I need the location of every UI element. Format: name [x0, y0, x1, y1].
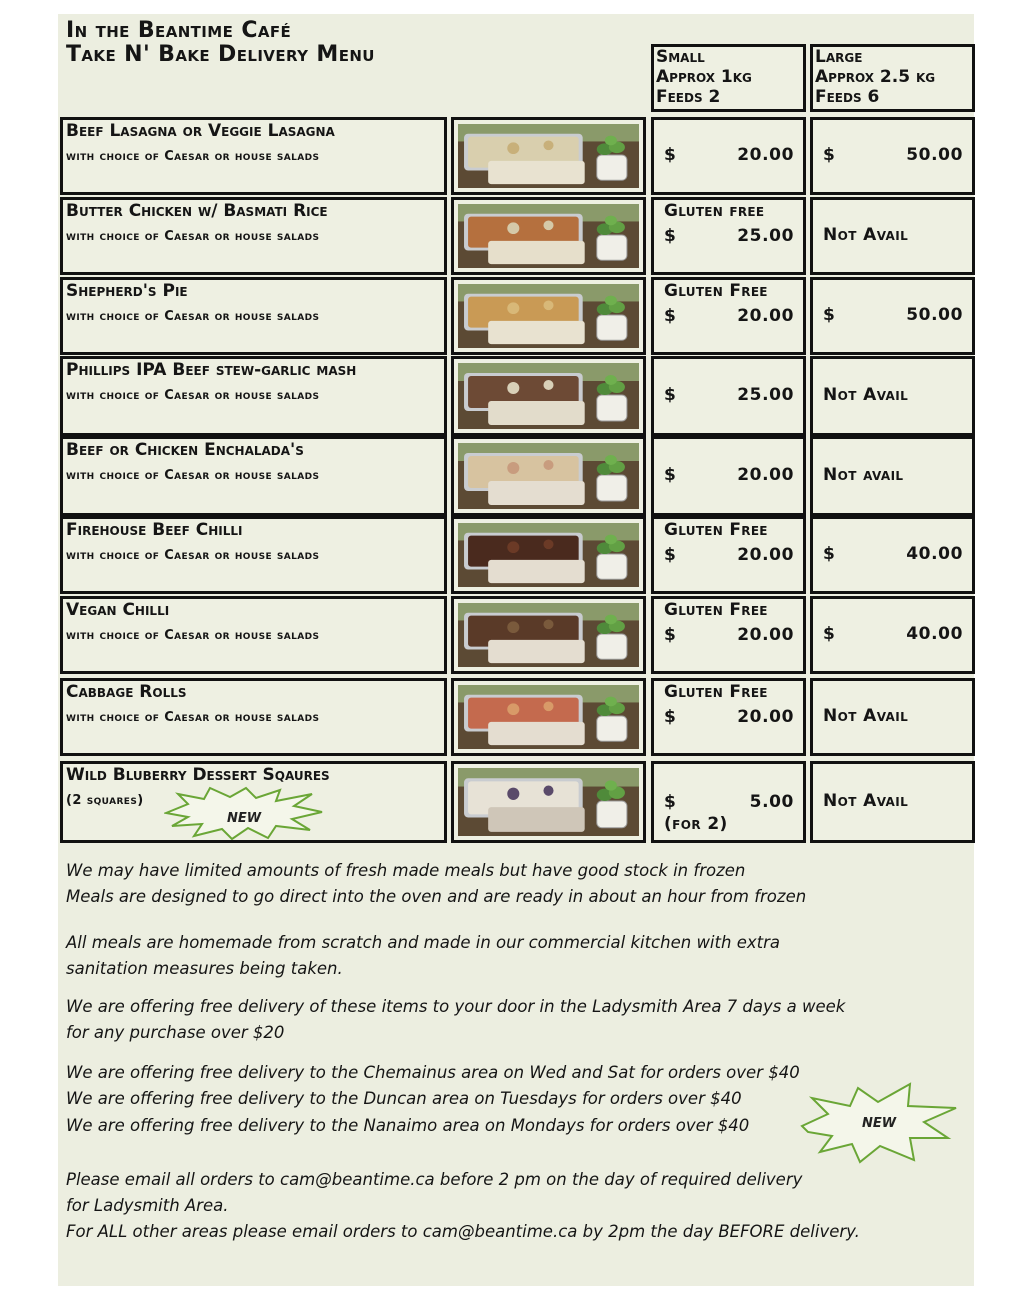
small-price: 20.00: [737, 145, 794, 165]
gluten-free-label: Gluten Free: [664, 600, 768, 620]
large-price: 50.00: [906, 305, 963, 325]
note-chemainus-delivery: We are offering free delivery to the Chemainus area on Wed and Sat for orders over $40: [66, 1063, 800, 1082]
plant-pot: [597, 155, 627, 180]
large-price-cell: [810, 761, 975, 843]
note-email-ladysmith: Please email all orders to cam@beantime.ca before 2 pm on the day of required delivery: [66, 1170, 803, 1189]
large-price-cell: [810, 277, 975, 355]
small-price: 5.00: [749, 792, 794, 812]
food-detail: [543, 701, 553, 711]
plant-pot: [597, 235, 627, 260]
item-name-cell: [60, 197, 447, 275]
plant-leaf: [605, 216, 617, 226]
food-detail: [507, 222, 519, 234]
large-size-header: [810, 44, 975, 112]
currency-symbol: $: [664, 145, 676, 165]
item-photo-cell: [451, 197, 646, 275]
item-name-cell: [60, 516, 447, 594]
plant-pot: [597, 716, 627, 741]
note-email-ladysmith-area: for Ladysmith Area.: [66, 1196, 229, 1215]
small-price-cell: [651, 596, 806, 674]
plant-leaf: [605, 615, 617, 625]
item-name: Beef or Chicken Enchalada's: [66, 440, 304, 460]
note-duncan-delivery: We are offering free delivery to the Duncan area on Tuesdays for orders over $40: [66, 1089, 742, 1108]
not-available-label: Not avail: [823, 465, 904, 485]
item-name: Cabbage Rolls: [66, 682, 187, 702]
currency-symbol: $: [823, 305, 835, 325]
second-tray: [488, 481, 585, 505]
item-photo-cell: [451, 117, 646, 195]
item-photo-cell: [451, 761, 646, 843]
gluten-free-label: Gluten free: [664, 201, 765, 221]
small-size-label: Small: [656, 47, 705, 67]
item-name: Butter Chicken w/ Basmati Rice: [66, 201, 328, 221]
second-tray: [488, 321, 585, 344]
enchiladas-tray-photo: [458, 443, 639, 509]
currency-symbol: $: [664, 226, 676, 246]
small-price-cell: [651, 678, 806, 756]
plant-leaf: [605, 375, 617, 385]
food-detail: [507, 382, 519, 394]
small-price-cell: [651, 761, 806, 843]
item-photo-cell: [451, 356, 646, 436]
second-tray: [488, 241, 585, 264]
cafe-name: In the Beantime Café: [66, 18, 292, 43]
small-price: 25.00: [737, 226, 794, 246]
gluten-free-label: Gluten Free: [664, 520, 768, 540]
item-name-cell: [60, 678, 447, 756]
menu-title: Take N' Bake Delivery Menu: [66, 42, 375, 67]
food-detail: [507, 462, 519, 474]
note-email-other-areas: For ALL other areas please email orders to cam@beantime.ca by 2pm the day BEFORE delivery.: [66, 1222, 860, 1241]
large-size-label: Large: [815, 47, 863, 67]
plant-pot: [597, 634, 627, 659]
item-name-cell: [60, 596, 447, 674]
not-available-label: Not Avail: [823, 791, 909, 811]
food-detail: [543, 786, 553, 796]
food-detail: [543, 300, 553, 310]
item-photo-cell: [451, 277, 646, 355]
small-price: 20.00: [737, 306, 794, 326]
cabbage-rolls-tray-photo: [458, 685, 639, 749]
note-homemade: All meals are homemade from scratch and made in our commercial kitchen with extra: [66, 933, 780, 952]
item-description: with choice of Caesar or house salads: [66, 468, 320, 483]
item-name: Phillips IPA Beef stew-garlic mash: [66, 360, 357, 380]
plant-pot: [597, 315, 627, 340]
currency-symbol: $: [664, 625, 676, 645]
food-detail: [543, 380, 553, 390]
large-price-cell: [810, 197, 975, 275]
lasagna-trays-photo: [458, 124, 639, 188]
gluten-free-label: Gluten Free: [664, 281, 768, 301]
item-name: Vegan Chilli: [66, 600, 170, 620]
plant-leaf: [605, 697, 617, 707]
currency-symbol: $: [823, 624, 835, 644]
large-size-serves: Feeds 6: [815, 87, 880, 107]
plant-pot: [597, 395, 627, 421]
item-name: Beef Lasagna or Veggie Lasagna: [66, 121, 335, 141]
small-price-cell: [651, 277, 806, 355]
large-price: 40.00: [906, 544, 963, 564]
small-price-cell: [651, 197, 806, 275]
new-badge-dessert: [164, 786, 324, 840]
note-oven: Meals are designed to go direct into the oven and are ready in about an hour from frozen: [66, 887, 807, 906]
item-photo-cell: [451, 516, 646, 594]
second-tray: [488, 161, 585, 184]
beef-stew-trays-photo: [458, 363, 639, 429]
currency-symbol: $: [664, 385, 676, 405]
large-price: 50.00: [906, 145, 963, 165]
currency-symbol: $: [823, 544, 835, 564]
plant-leaf: [605, 136, 617, 146]
small-price: 20.00: [737, 465, 794, 485]
currency-symbol: $: [823, 145, 835, 165]
large-price: 40.00: [906, 624, 963, 644]
plant-pot: [597, 801, 627, 828]
small-price-cell: [651, 516, 806, 594]
plant-leaf: [605, 296, 617, 306]
plant-leaf: [605, 455, 617, 465]
second-tray: [488, 807, 585, 832]
large-size-weight: Approx 2.5 kg: [815, 67, 936, 87]
currency-symbol: $: [664, 707, 676, 727]
food-detail: [543, 140, 553, 150]
small-size-weight: Approx 1kg: [656, 67, 752, 87]
second-tray: [488, 640, 585, 663]
food-detail: [507, 788, 519, 800]
food-detail: [507, 541, 519, 553]
currency-symbol: $: [664, 465, 676, 485]
note-stock: We may have limited amounts of fresh made meals but have good stock in frozen: [66, 861, 746, 880]
small-price: 25.00: [737, 385, 794, 405]
item-name: Firehouse Beef Chilli: [66, 520, 243, 540]
shepherds-pie-tray-photo: [458, 284, 639, 348]
plant-pot: [597, 554, 627, 579]
large-price-cell: [810, 516, 975, 594]
item-name: Shepherd's Pie: [66, 281, 188, 301]
item-photo-cell: [451, 596, 646, 674]
item-description: with choice of Caesar or house salads: [66, 710, 320, 725]
item-description: with choice of Caesar or house salads: [66, 628, 320, 643]
large-price-cell: [810, 596, 975, 674]
second-tray: [488, 722, 585, 745]
price-note: (for 2): [664, 814, 728, 834]
second-tray: [488, 401, 585, 425]
food-detail: [543, 220, 553, 230]
note-sanitation: sanitation measures being taken.: [66, 959, 343, 978]
currency-symbol: $: [664, 545, 676, 565]
food-detail: [507, 703, 519, 715]
not-available-label: Not Avail: [823, 385, 909, 405]
second-tray: [488, 560, 585, 583]
food-detail: [543, 539, 553, 549]
large-price-cell: [810, 117, 975, 195]
currency-symbol: $: [664, 306, 676, 326]
currency-symbol: $: [664, 792, 676, 812]
vegan-chilli-tray-photo: [458, 603, 639, 667]
food-detail: [507, 142, 519, 154]
plant-pot: [597, 475, 627, 501]
small-price: 20.00: [737, 625, 794, 645]
butter-chicken-trays-photo: [458, 204, 639, 268]
blueberry-squares-photo: [458, 768, 639, 836]
small-price-cell: [651, 117, 806, 195]
food-detail: [507, 621, 519, 633]
small-size-serves: Feeds 2: [656, 87, 721, 107]
food-detail: [543, 460, 553, 470]
large-price-cell: [810, 678, 975, 756]
note-ladysmith-delivery: We are offering free delivery of these items to your door in the Ladysmith Area 7 days a week: [66, 997, 846, 1016]
food-detail: [507, 302, 519, 314]
not-available-label: Not Avail: [823, 706, 909, 726]
large-price-cell: [810, 436, 975, 516]
item-name-cell: [60, 277, 447, 355]
gluten-free-label: Gluten Free: [664, 682, 768, 702]
new-badge-label: NEW: [226, 811, 262, 826]
small-size-header: [651, 44, 806, 112]
plant-leaf: [605, 780, 617, 790]
item-description: with choice of Caesar or house salads: [66, 548, 320, 563]
item-photo-cell: [451, 678, 646, 756]
beef-chilli-tray-photo: [458, 523, 639, 587]
item-photo-cell: [451, 436, 646, 516]
food-detail: [543, 619, 553, 629]
small-price-cell: [651, 356, 806, 436]
item-description: with choice of Caesar or house salads: [66, 149, 320, 164]
item-name-cell: [60, 356, 447, 436]
item-description: with choice of Caesar or house salads: [66, 388, 320, 403]
small-price: 20.00: [737, 545, 794, 565]
item-name-cell: [60, 117, 447, 195]
note-ladysmith-minimum: for any purchase over $20: [66, 1023, 285, 1042]
new-badge-label: NEW: [861, 1116, 897, 1131]
item-description: with choice of Caesar or house salads: [66, 309, 320, 324]
item-description: with choice of Caesar or house salads: [66, 229, 320, 244]
item-name-cell: [60, 436, 447, 516]
large-price-cell: [810, 356, 975, 436]
small-price-cell: [651, 436, 806, 516]
small-price: 20.00: [737, 707, 794, 727]
item-name: Wild Bluberry Dessert Sqaures: [66, 765, 330, 785]
item-description: (2 squares): [66, 793, 144, 808]
plant-leaf: [605, 535, 617, 545]
new-badge-nanaimo: [798, 1082, 960, 1164]
note-nanaimo-delivery: We are offering free delivery to the Nanaimo area on Mondays for orders over $40: [66, 1116, 750, 1135]
not-available-label: Not Avail: [823, 225, 909, 245]
